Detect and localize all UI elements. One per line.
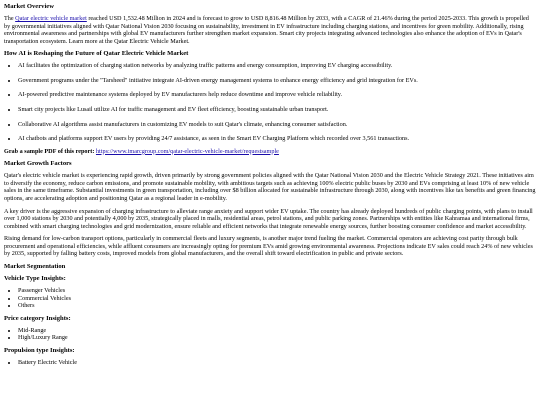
list-item: • AI chatbots and platforms support EV users by providing 24/7 assistance, as seen in the Smart EV Charging Platform which recorded over 3,561 transactions. <box>18 135 536 143</box>
growth-paragraph: A key driver is the aggressive expansion of charging infrastructure to alleviate range anxiety and support wider EV uptake. The country has already deployed hundreds of public charging points, with plans to install over 1,000 stations by 2030 and potentially 4,000 by 2035, strategically placed in malls, residential areas, petrol stations, and public parking zones. Partnerships with entities like Kahramaa and international firms, combined with smart charging technologies and grid modernization, ensure reliable and efficient networks that integrate renewable energy sources, further boosting consumer confidence and market accessibility. <box>4 207 533 230</box>
ai-heading: How AI is Reshaping the Future of Qatar Electric Vehicle Market <box>4 50 189 58</box>
sample-pdf-label: Grab a sample PDF of this report: <box>4 147 95 155</box>
sample-pdf-link[interactable]: https://www.imarcgroup.com/qatar-electric-vehicle-market/requestsample <box>95 147 279 155</box>
overview-intro-pre: The <box>4 15 16 23</box>
list-item: • AI-powered predictive maintenance systems deployed by EV manufacturers help reduce downtime and improve vehicle reliability. <box>18 91 536 99</box>
qatar-ev-market-link[interactable]: Qatar electric vehicle market <box>15 15 87 23</box>
list-item: • Collaborative AI algorithms assist manufacturers in customizing EV models to suit Qatar's climate, enhancing consumer satisfaction. <box>18 121 536 129</box>
growth-paragraph: Qatar's electric vehicle market is experiencing rapid growth, driven primarily by strong government policies aligned with the Qatar National Vision 2030 and the Electric Vehicle Strategy 2021. These initiatives aim to diversify the economy, reduce carbon emissions, and promote sustainable mobility, with ambitious targets such as achieving 100% electric public buses by 2030 and EVs comprising at least 10% of new vehicle sales in the same timeframe. Substantial investments in green transportation, including over $8 billion allocated for sustainable infrastructure through 2030, along with incentives like tax benefits and green financing options, are accelerating adoption and positioning Qatar as a regional leader in e-mobility. <box>4 172 536 202</box>
vehicle-type-list <box>4 287 536 310</box>
market-segmentation-heading: Market Segmentation <box>4 262 66 270</box>
list-item: • AI facilitates the optimization of charging station networks by analyzing traffic patterns and energy consumption, improving EV charging accessibility. <box>18 62 536 70</box>
list-item: • Passenger Vehicles <box>18 287 536 295</box>
market-overview-heading: Market Overview <box>4 3 54 10</box>
growth-paragraph: Rising demand for low-carbon transport options, particularly in commercial fleets and luxury segments, is another major trend fueling the market. Commercial operators are achieving cost parity through bulk procurement and operational efficiencies, while affluent consumers are increasingly opting for premium EVs amid growing environmental awareness. Projections indicate EV sales could reach 24% of new vehicles by 2035, supported by falling battery costs, improved models from global manufacturers, and the overall shift toward electrification in public and private sectors. <box>4 235 533 258</box>
sample-pdf-line <box>4 148 536 156</box>
list-item: • Commercial Vehicles <box>18 295 536 303</box>
ai-list <box>4 62 536 142</box>
list-item: • Others <box>18 302 536 310</box>
propulsion-type-list <box>4 359 536 367</box>
vehicle-type-heading: Vehicle Type Insights: <box>4 274 66 282</box>
price-category-heading: Price category Insights: <box>4 314 71 322</box>
list-item: • Mid-Range <box>18 327 536 335</box>
list-item: • Smart city projects like Lusail utilize AI for traffic management and EV fleet efficiency, boosting sustainable urban transport. <box>18 106 536 114</box>
list-item: • High/Luxury Range <box>18 334 536 342</box>
price-category-list <box>4 327 536 342</box>
list-item: • Government programs under the "Tarsheed" initiative integrate AI-driven energy management systems to enhance energy efficiency and grid integration for EVs. <box>18 77 536 85</box>
propulsion-type-heading: Propulsion type Insights: <box>4 346 75 354</box>
growth-factors-heading: Market Growth Factors <box>4 160 72 168</box>
list-item: • Battery Electric Vehicle <box>18 359 536 367</box>
market-overview-paragraph <box>4 15 536 45</box>
overview-intro-post: reached USD 1,532.48 Million in 2024 and is forecast to grow to USD 8,816.48 Million by 2033, with a CAGR of 21.46% during the period 2025-2033. This growth is propelled by governmental initiatives aligned with Qatar National Vision 2030 focusing on sustainability, investment in EV infrastructure including charging stations, and incentives for green mobility. Additionally, rising environmental awareness and partnerships with global EV manufacturers further strengthen market expansion. Smart city projects integrating advanced technologies also enhance the adoption of EVs in Qatar's transportation ecosystem. Learn more at the Qatar Electric Vehicle Market. <box>4 15 529 45</box>
